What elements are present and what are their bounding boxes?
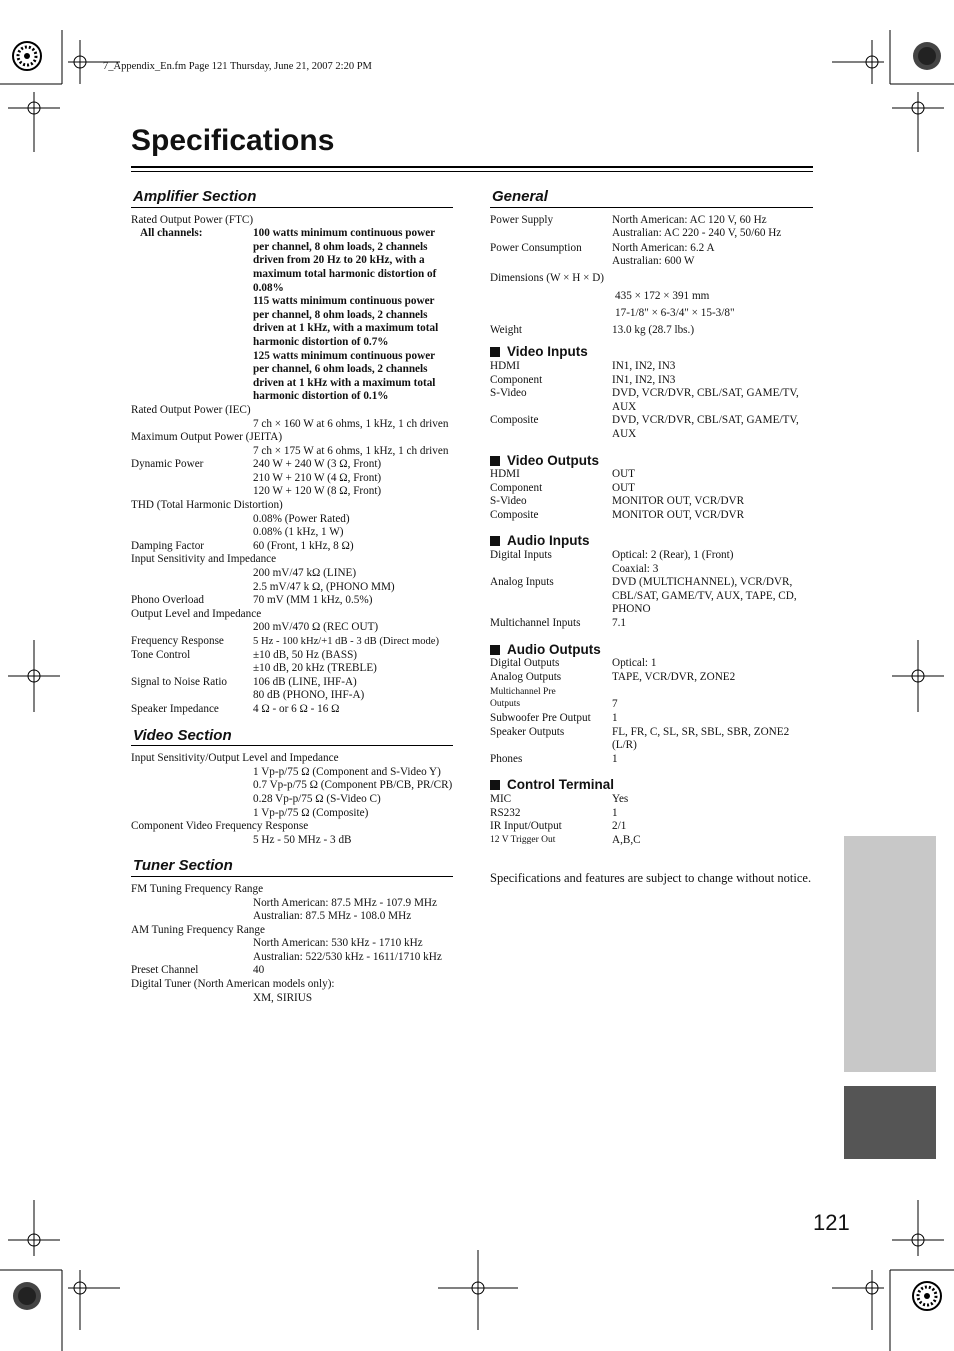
- power-supply-value: Australian: AC 220 - 240 V, 50/60 Hz: [612, 227, 782, 240]
- am-range-value: Australian: 522/530 kHz - 1611/1710 kHz: [253, 950, 442, 963]
- spec-label: S-Video: [490, 495, 527, 508]
- am-range-value: North American: 530 kHz - 1710 kHz: [253, 937, 423, 950]
- video-section-heading: Video Section: [131, 729, 453, 747]
- am-range-values: [253, 937, 453, 964]
- digital-tuner-label: Digital Tuner (North American models only):: [131, 978, 335, 991]
- power-consumption-label: Power Consumption: [490, 241, 582, 254]
- thd-value: 0.08% (1 kHz, 1 W): [253, 526, 344, 539]
- spec-value: DVD, VCR/DVR, CBL/SAT, GAME/TV, AUX: [612, 387, 799, 413]
- speaker-impedance-value: 4 Ω - or 6 Ω - 16 Ω: [253, 702, 340, 715]
- fm-range-value: North American: 87.5 MHz - 107.9 MHz: [253, 896, 437, 909]
- subwoofer-row: [490, 712, 813, 726]
- tone-control-values: [253, 649, 453, 676]
- spacer: [131, 418, 253, 432]
- digital-tuner-value: XM, SIRIUS: [253, 991, 313, 1004]
- digital-inputs-label: Digital Inputs: [490, 549, 552, 562]
- am-range-row: [131, 937, 453, 964]
- weight-value: 13.0 kg (28.7 lbs.): [612, 323, 695, 336]
- frequency-response-row: [131, 635, 453, 649]
- right-column: [490, 190, 813, 887]
- max-jeita-label: Maximum Output Power (JEITA): [131, 431, 283, 444]
- spec-label: 12 V Trigger Out: [490, 834, 556, 845]
- video-input-value: 1 Vp-p/75 Ω (Composite): [253, 806, 369, 819]
- multichannel-inputs-row: [490, 617, 813, 631]
- preset-channel-label: Preset Channel: [131, 964, 199, 977]
- phono-overload-value: 70 mV (MM 1 kHz, 0.5%): [253, 594, 373, 607]
- component-video-value: 5 Hz - 50 MHz - 3 dB: [253, 833, 352, 846]
- max-jeita-row: [131, 445, 453, 459]
- square-bullet-icon: [490, 780, 500, 790]
- spec-label: MIC: [490, 792, 512, 805]
- spec-label: HDMI: [490, 468, 520, 481]
- spec-row: [490, 793, 813, 807]
- spacer: [131, 445, 253, 459]
- snr-row: [131, 676, 453, 703]
- analog-inputs-value: DVD (MULTICHANNEL), VCR/DVR, CBL/SAT, GAME/TV, AUX, TAPE, CD, PHONO: [612, 576, 797, 616]
- digital-outputs-value: Optical: 1: [612, 657, 657, 670]
- analog-inputs-label: Analog Inputs: [490, 576, 554, 589]
- general-section-heading: General: [490, 190, 813, 208]
- spec-label: IR Input/Output: [490, 820, 562, 833]
- spacer: [131, 937, 253, 964]
- digital-inputs-row: [490, 549, 813, 576]
- power-consumption-values: [612, 242, 813, 269]
- spec-value: DVD, VCR/DVR, CBL/SAT, GAME/TV, AUX: [612, 414, 799, 440]
- power-supply-values: [612, 214, 813, 241]
- video-outputs-heading-text: Video Outputs: [507, 452, 600, 468]
- power-supply-label: Power Supply: [490, 213, 554, 226]
- input-sensitivity-value: 2.5 mV/47 k Ω, (PHONO MM): [253, 580, 395, 593]
- rated-ftc-label: Rated Output Power (FTC): [131, 213, 254, 226]
- spec-label: Component: [490, 373, 543, 386]
- phono-overload-label: Phono Overload: [131, 594, 205, 607]
- snr-values: [253, 676, 453, 703]
- phones-value: 1: [612, 752, 618, 765]
- digital-inputs-value: Optical: 2 (Rear), 1 (Front): [612, 549, 734, 562]
- dimensions-value: 17-1/8" × 6-3/4" × 15-3/8": [615, 307, 735, 320]
- spacer: [131, 834, 253, 848]
- left-column: [131, 190, 453, 1005]
- snr-label: Signal to Noise Ratio: [131, 675, 228, 688]
- speaker-outputs-label: Speaker Outputs: [490, 725, 565, 738]
- video-input-row: [131, 766, 453, 820]
- output-level-row: [131, 621, 453, 635]
- spec-row: [490, 414, 813, 441]
- speaker-outputs-row: [490, 726, 813, 753]
- spacer: [131, 567, 253, 594]
- spec-row: [490, 820, 813, 834]
- power-consumption-row: [490, 242, 813, 269]
- fm-range-values: [253, 897, 453, 924]
- frequency-response-value: 5 Hz - 100 kHz/+1 dB - 3 dB (Direct mode): [253, 636, 440, 647]
- power-consumption-value: North American: 6.2 A: [612, 241, 715, 254]
- dynamic-power-value: 120 W + 120 W (8 Ω, Front): [253, 485, 382, 498]
- component-video-row: [131, 834, 453, 848]
- page-title: Specifications: [131, 124, 335, 157]
- spec-label: HDMI: [490, 359, 520, 372]
- square-bullet-icon: [490, 347, 500, 357]
- speaker-outputs-value: FL, FR, C, SL, SR, SBL, SBR, ZONE2 (L/R): [612, 725, 790, 752]
- subwoofer-value: 1: [612, 712, 618, 724]
- preset-channel-value: 40: [253, 964, 265, 977]
- dynamic-power-row: [131, 458, 453, 499]
- digital-tuner-row: [131, 992, 453, 1006]
- damping-value: 60 (Front, 1 kHz, 8 Ω): [253, 539, 354, 552]
- max-jeita-value: 7 ch × 175 W at 6 ohms, 1 kHz, 1 ch driven: [253, 444, 449, 457]
- control-terminal-heading-text: Control Terminal: [507, 777, 615, 793]
- multichannel-inputs-value: 7.1: [612, 617, 626, 630]
- spec-label: Component: [490, 481, 543, 494]
- input-sensitivity-row: [131, 567, 453, 594]
- spec-label: Composite: [490, 508, 539, 521]
- spec-label: S-Video: [490, 387, 527, 400]
- control-terminal-heading: [490, 778, 813, 792]
- video-input-values: [253, 766, 453, 820]
- spec-row: [490, 509, 813, 523]
- multichannel-pre-label: Multichannel Pre: [490, 687, 556, 698]
- damping-label: Damping Factor: [131, 539, 205, 552]
- spec-label: Composite: [490, 414, 539, 427]
- phones-row: [490, 753, 813, 767]
- video-outputs-heading: [490, 454, 813, 468]
- rated-iec-row: [131, 418, 453, 432]
- weight-label: Weight: [490, 323, 523, 336]
- spec-row: [490, 374, 813, 388]
- title-rule-thin: [131, 171, 813, 172]
- tone-control-row: [131, 649, 453, 676]
- thd-row: [131, 513, 453, 540]
- spec-value: MONITOR OUT, VCR/DVR: [612, 508, 745, 521]
- speaker-impedance-row: [131, 703, 453, 717]
- preset-channel-row: [131, 964, 453, 978]
- fm-range-value: Australian: 87.5 MHz - 108.0 MHz: [253, 910, 412, 923]
- speaker-impedance-label: Speaker Impedance: [131, 702, 219, 715]
- multichannel-pre-value: 7: [612, 698, 618, 711]
- audio-outputs-heading: [490, 643, 813, 657]
- dynamic-power-value: 210 W + 210 W (4 Ω, Front): [253, 471, 382, 484]
- spec-row: [490, 495, 813, 509]
- am-range-label: AM Tuning Frequency Range: [131, 923, 265, 936]
- spec-value: MONITOR OUT, VCR/DVR: [612, 495, 745, 508]
- audio-outputs-heading-text: Audio Outputs: [507, 641, 601, 657]
- video-inputs-heading: [490, 345, 813, 359]
- multichannel-pre-labels: [490, 686, 612, 712]
- fm-range-label: FM Tuning Frequency Range: [131, 882, 264, 895]
- analog-outputs-row: [490, 671, 813, 685]
- thd-label: THD (Total Harmonic Distortion): [131, 499, 283, 512]
- multichannel-pre-row: [490, 686, 813, 712]
- change-notice: Specifications and features are subject to change without notice.: [490, 871, 812, 886]
- spec-value: A,B,C: [612, 833, 641, 846]
- dimensions-row: [490, 290, 813, 321]
- spacer: [490, 847, 813, 869]
- video-input-value: 0.7 Vp-p/75 Ω (Component PB/CB, PR/CR): [253, 779, 453, 792]
- square-bullet-icon: [490, 536, 500, 546]
- spacer: [131, 621, 253, 635]
- spacer: [131, 513, 253, 540]
- phones-label: Phones: [490, 752, 523, 765]
- tuner-section-heading: Tuner Section: [131, 859, 453, 877]
- page-number: 121: [813, 1210, 850, 1235]
- fm-range-row: [131, 897, 453, 924]
- analog-inputs-row: [490, 576, 813, 617]
- ftc-value: 100 watts minimum continuous power per channel, 8 ohm loads, 2 channels driven from 20 Hz to 20 kHz, with a maximum total harmonic distortion of 0.08%: [253, 227, 437, 294]
- spec-value: OUT: [612, 481, 635, 494]
- subwoofer-label: Subwoofer Pre Output: [490, 712, 591, 724]
- rated-iec-value: 7 ch × 160 W at 6 ohms, 1 kHz, 1 ch driven: [253, 417, 449, 430]
- component-video-label: Component Video Frequency Response: [131, 820, 309, 833]
- weight-row: [490, 324, 813, 338]
- audio-inputs-heading-text: Audio Inputs: [507, 533, 590, 549]
- spec-value: IN1, IN2, IN3: [612, 359, 676, 372]
- dimensions-value: 435 × 172 × 391 mm: [615, 289, 710, 302]
- tone-control-label: Tone Control: [131, 648, 191, 661]
- multichannel-pre-label: Outputs: [490, 699, 521, 710]
- video-inputs-heading-text: Video Inputs: [507, 344, 588, 360]
- digital-inputs-value: Coaxial: 3: [612, 562, 659, 575]
- spacer: [131, 766, 253, 820]
- video-input-label: Input Sensitivity/Output Level and Impedance: [131, 752, 339, 765]
- thd-values: [253, 513, 453, 540]
- phono-overload-row: [131, 594, 453, 608]
- thumb-tab-light: [844, 836, 936, 1072]
- ftc-value: 115 watts minimum continuous power per channel, 8 ohm loads, 2 channels driven at 1 kHz, with a maximum total harmonic distortion of 0.7%: [253, 295, 439, 348]
- spec-row: [490, 807, 813, 821]
- digital-outputs-label: Digital Outputs: [490, 657, 560, 670]
- dimensions-values: [612, 290, 813, 321]
- output-level-label: Output Level and Impedance: [131, 607, 262, 620]
- ftc-value: 125 watts minimum continuous power per channel, 6 ohm loads, 2 channels driven at 1 kHz with a maximum total harmonic distortion of 0.1%: [253, 349, 436, 403]
- thd-value: 0.08% (Power Rated): [253, 512, 350, 525]
- spec-value: 2/1: [612, 820, 627, 833]
- square-bullet-icon: [490, 456, 500, 466]
- tone-control-value: ±10 dB, 20 kHz (TREBLE): [253, 662, 377, 675]
- digital-outputs-row: [490, 657, 813, 671]
- spec-value: OUT: [612, 468, 635, 481]
- digital-inputs-values: [612, 549, 813, 576]
- input-sensitivity-values: [253, 567, 453, 594]
- input-sensitivity-label: Input Sensitivity and Impedance: [131, 553, 277, 566]
- rated-iec-label: Rated Output Power (IEC): [131, 403, 251, 416]
- file-header-line: 7_Appendix_En.fm Page 121 Thursday, June 21, 2007 2:20 PM: [103, 61, 372, 72]
- multichannel-inputs-label: Multichannel Inputs: [490, 617, 581, 630]
- analog-outputs-value: TAPE, VCR/DVR, ZONE2: [612, 670, 736, 683]
- thumb-tab-dark: [844, 1086, 936, 1159]
- snr-value: 80 dB (PHONO, IHF-A): [253, 689, 365, 702]
- dynamic-power-label: Dynamic Power: [131, 458, 204, 471]
- tone-control-value: ±10 dB, 50 Hz (BASS): [253, 648, 358, 661]
- amplifier-section-heading: Amplifier Section: [131, 190, 453, 208]
- spacer: [490, 290, 612, 321]
- square-bullet-icon: [490, 645, 500, 655]
- spec-row: [490, 482, 813, 496]
- video-input-value: 1 Vp-p/75 Ω (Component and S-Video Y): [253, 765, 441, 778]
- output-level-value: 200 mV/470 Ω (REC OUT): [253, 621, 379, 634]
- analog-outputs-label: Analog Outputs: [490, 670, 562, 683]
- dynamic-power-value: 240 W + 240 W (3 Ω, Front): [253, 458, 382, 471]
- ftc-values: [253, 227, 453, 404]
- dimensions-label: Dimensions (W × H × D): [490, 271, 605, 284]
- spec-row: [490, 468, 813, 482]
- power-consumption-value: Australian: 600 W: [612, 255, 695, 268]
- spec-row: [490, 360, 813, 374]
- dynamic-power-values: [253, 458, 453, 499]
- title-rule: [131, 166, 813, 168]
- video-input-value: 0.28 Vp-p/75 Ω (S-Video C): [253, 792, 381, 805]
- spec-row: [490, 834, 813, 848]
- spec-label: RS232: [490, 806, 521, 819]
- input-sensitivity-value: 200 mV/47 kΩ (LINE): [253, 567, 357, 580]
- spec-row: [490, 387, 813, 414]
- damping-row: [131, 540, 453, 554]
- all-channels-label: All channels:: [140, 227, 203, 240]
- spacer: [131, 897, 253, 924]
- spec-value: 1: [612, 806, 618, 819]
- rated-ftc-row: [131, 227, 453, 404]
- spacer: [131, 992, 253, 1006]
- snr-value: 106 dB (LINE, IHF-A): [253, 675, 357, 688]
- frequency-response-label: Frequency Response: [131, 635, 224, 647]
- spec-value: Yes: [612, 792, 629, 805]
- audio-inputs-heading: [490, 534, 813, 548]
- power-supply-value: North American: AC 120 V, 60 Hz: [612, 213, 767, 226]
- spec-value: IN1, IN2, IN3: [612, 373, 676, 386]
- power-supply-row: [490, 214, 813, 241]
